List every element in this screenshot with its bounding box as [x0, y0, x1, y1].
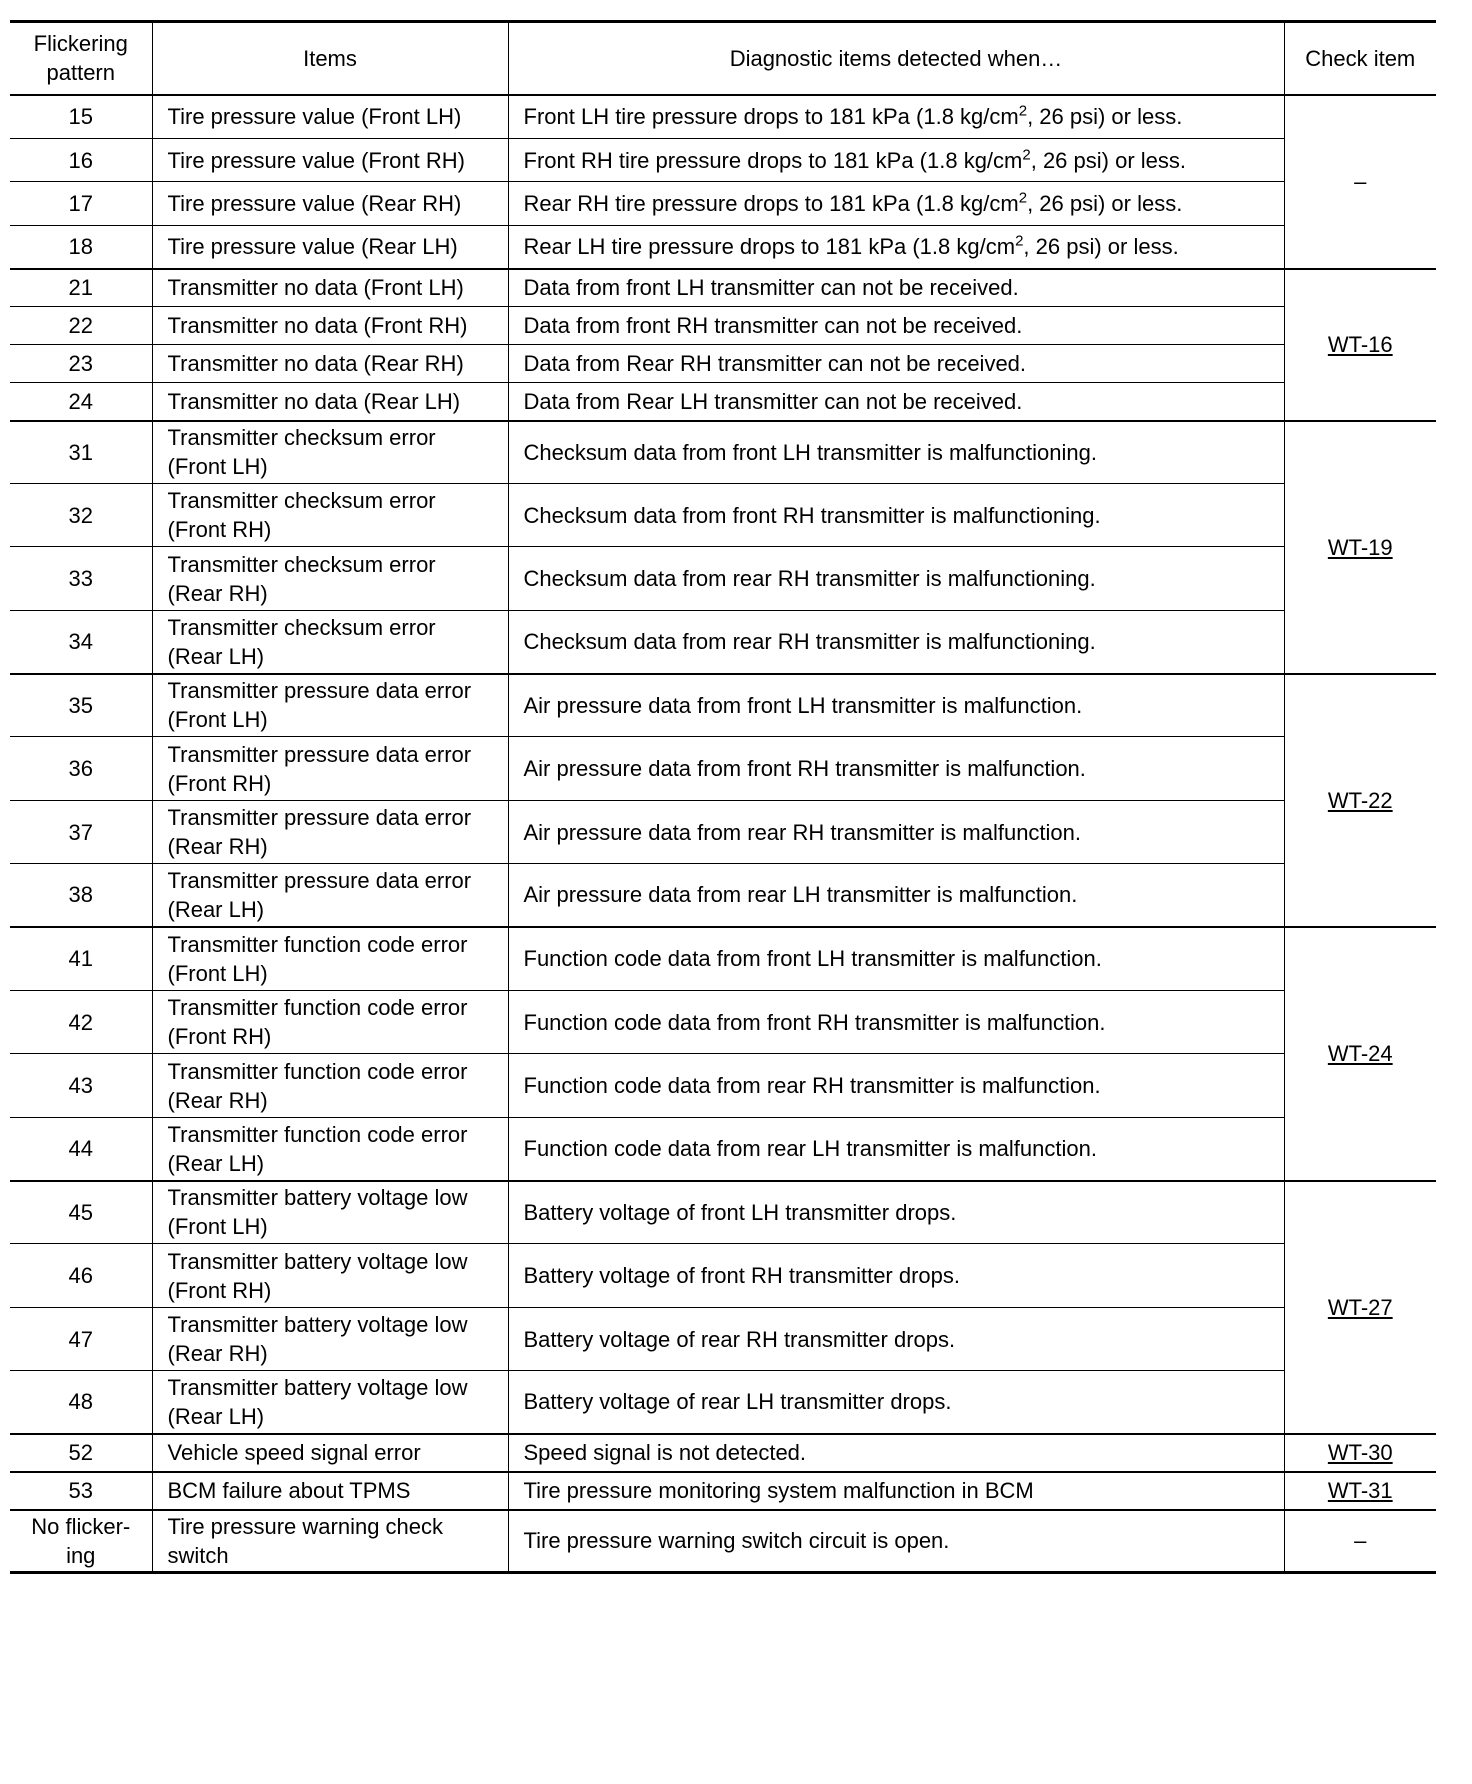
diagnostic-description: Data from front LH transmitter can not be received. — [523, 275, 1019, 301]
diagnostic-description-cell — [508, 421, 1284, 484]
check-item-cell — [1284, 95, 1436, 269]
flickering-pattern-cell — [10, 421, 152, 484]
flickering-pattern: 32 — [68, 502, 93, 528]
table-row — [10, 1118, 1436, 1181]
item-cell — [152, 864, 508, 927]
diagnostic-description-cont: , 26 psi) or less. — [1030, 147, 1186, 173]
flickering-pattern: 35 — [68, 692, 93, 718]
flickering-pattern: 41 — [68, 946, 93, 972]
flickering-pattern: 37 — [68, 819, 93, 845]
diagnostic-description: Tire pressure monitoring system malfunction in BCM — [523, 1478, 1034, 1503]
flickering-pattern-cell — [10, 269, 152, 307]
diagnostic-description-cell — [508, 307, 1284, 345]
flickering-pattern: 53 — [68, 1478, 93, 1503]
diagnostic-description-cell — [508, 226, 1284, 269]
item-cell — [152, 383, 508, 421]
table-row — [10, 737, 1436, 801]
diagnostic-description: Speed signal is not detected. — [523, 1440, 807, 1465]
item-cell — [152, 1371, 508, 1434]
check-item-cell — [1284, 927, 1436, 1181]
check-item-cell — [1284, 674, 1436, 927]
flickering-pattern-cell — [10, 95, 152, 139]
flickering-pattern-cell — [10, 1181, 152, 1244]
diagnostic-description: Air pressure data from front LH transmitter is malfunction. — [523, 692, 1083, 718]
item-cell — [152, 1510, 508, 1573]
diagnostic-description-cell — [508, 991, 1284, 1054]
flickering-pattern: 33 — [68, 566, 93, 591]
item-name: Transmitter battery voltage low — [167, 1312, 468, 1337]
header-check-item: Check item — [1284, 22, 1436, 95]
diagnostic-description-cell — [508, 1308, 1284, 1371]
check-item-cell — [1284, 1181, 1436, 1434]
diagnostic-description: Battery voltage of rear LH transmitter drops. — [523, 1389, 952, 1415]
item-name: Transmitter battery voltage low — [167, 1248, 468, 1274]
diagnostic-description: Rear LH tire pressure drops to 181 kPa (1.8 kg/cm — [523, 234, 1016, 260]
flickering-pattern-cell — [10, 182, 152, 226]
item-position: (Rear RH) — [167, 834, 268, 859]
item-cell — [152, 991, 508, 1054]
diagnostic-description-cell — [508, 1510, 1284, 1573]
item-name: Tire pressure value (Rear RH) — [167, 191, 462, 216]
item-position: (Front RH) — [167, 1024, 272, 1049]
item-name: Transmitter pressure data error — [167, 741, 472, 767]
diagnostic-description-cont: , 26 psi) or less. — [1027, 104, 1183, 130]
item-name: Transmitter checksum error — [167, 425, 436, 451]
item-cell — [152, 95, 508, 139]
superscript: 2 — [1018, 189, 1028, 207]
item-name: Tire pressure warning check — [167, 1513, 444, 1539]
table-row — [10, 674, 1436, 737]
table-row — [10, 1244, 1436, 1308]
flickering-pattern: 31 — [68, 439, 93, 465]
flickering-pattern-cell — [10, 611, 152, 674]
diagnostic-description: Front LH tire pressure drops to 181 kPa (1.8 kg/cm — [523, 104, 1019, 130]
header-flickering-pattern: Flickering pattern — [10, 22, 152, 95]
flickering-pattern-cell — [10, 927, 152, 991]
item-cell — [152, 139, 508, 182]
diagnostic-description-cell — [508, 269, 1284, 307]
check-item-cell — [1284, 1472, 1436, 1510]
table-row — [10, 307, 1436, 345]
item-name: Transmitter no data (Rear LH) — [167, 388, 461, 414]
table-row — [10, 1371, 1436, 1434]
diagnostic-description-cell — [508, 927, 1284, 991]
diagnostic-description-cell — [508, 674, 1284, 737]
flickering-pattern-cell — [10, 547, 152, 611]
table-row — [10, 611, 1436, 674]
flickering-pattern-cell — [10, 307, 152, 345]
check-item-link[interactable]: WT-22 — [1327, 787, 1393, 813]
table-row — [10, 1434, 1436, 1472]
diagnostic-description: Checksum data from front LH transmitter is malfunctioning. — [523, 439, 1097, 465]
header-diagnostic-items: Diagnostic items detected when… — [508, 22, 1284, 95]
diagnostic-description-cell — [508, 1054, 1284, 1118]
diagnostic-description-cell — [508, 864, 1284, 927]
item-position: (Rear LH) — [167, 896, 265, 922]
item-cell — [152, 484, 508, 547]
flickering-pattern-cell — [10, 801, 152, 864]
item-position: (Rear LH) — [167, 1150, 265, 1176]
flickering-pattern-cont: ing — [66, 1542, 96, 1568]
flickering-pattern: 15 — [68, 104, 93, 130]
item-cell — [152, 737, 508, 801]
diagnostic-description-cell — [508, 345, 1284, 383]
flickering-pattern-cell — [10, 1472, 152, 1510]
flickering-pattern-cell — [10, 1244, 152, 1308]
flickering-pattern-cell — [10, 484, 152, 547]
flickering-pattern-cell — [10, 226, 152, 269]
check-item-link[interactable]: WT-31 — [1327, 1478, 1393, 1503]
flickering-pattern-cell — [10, 737, 152, 801]
item-cell — [152, 801, 508, 864]
item-cell — [152, 182, 508, 226]
diagnostic-description: Data from Rear LH transmitter can not be received. — [523, 388, 1023, 414]
item-position: (Front RH) — [167, 770, 272, 796]
table-row — [10, 226, 1436, 269]
item-cell — [152, 1181, 508, 1244]
diagnostic-description-cell — [508, 95, 1284, 139]
check-item-link[interactable]: WT-19 — [1327, 534, 1393, 560]
item-cell — [152, 927, 508, 991]
table-row — [10, 484, 1436, 547]
diagnostic-description-cell — [508, 1434, 1284, 1472]
diagnostic-description-cont: , 26 psi) or less. — [1027, 191, 1183, 216]
flickering-pattern-cell — [10, 1054, 152, 1118]
check-item-link[interactable]: WT-30 — [1327, 1440, 1393, 1465]
flickering-pattern: 22 — [68, 313, 93, 338]
diagnostic-description: Data from front RH transmitter can not be received. — [523, 313, 1023, 338]
diagnostic-description: Function code data from rear LH transmitter is malfunction. — [523, 1136, 1097, 1162]
item-position: (Rear RH) — [167, 580, 268, 606]
flickering-pattern: No flicker- — [31, 1513, 131, 1539]
flickering-pattern-cell — [10, 1371, 152, 1434]
flickering-pattern: 42 — [68, 1009, 93, 1035]
diagnostic-description: Checksum data from rear RH transmitter is malfunctioning. — [523, 629, 1096, 655]
item-cell — [152, 226, 508, 269]
table-row — [10, 345, 1436, 383]
flickering-pattern-cell — [10, 674, 152, 737]
check-item-cell — [1284, 1510, 1436, 1573]
flickering-pattern: 43 — [68, 1073, 93, 1098]
flickering-pattern-cell — [10, 864, 152, 927]
table-row — [10, 547, 1436, 611]
flickering-pattern-cell — [10, 139, 152, 182]
diagnostic-table — [10, 20, 1436, 1574]
flickering-pattern: 18 — [68, 234, 93, 260]
item-name: Transmitter function code error — [167, 1121, 468, 1147]
superscript: 2 — [1022, 146, 1031, 164]
flickering-pattern-cell — [10, 1434, 152, 1472]
item-cell — [152, 674, 508, 737]
diagnostic-description-cell — [508, 383, 1284, 421]
table-row — [10, 1472, 1436, 1510]
check-item-link[interactable]: WT-16 — [1327, 332, 1393, 357]
flickering-pattern: 46 — [68, 1263, 93, 1288]
table-row — [10, 864, 1436, 927]
diagnostic-description-cell — [508, 1371, 1284, 1434]
item-cell — [152, 1244, 508, 1308]
item-position: (Front LH) — [167, 1214, 268, 1240]
check-item-none: – — [1354, 169, 1367, 194]
flickering-pattern: 47 — [68, 1326, 93, 1352]
table-row — [10, 269, 1436, 307]
item-cell — [152, 307, 508, 345]
item-position: switch — [167, 1542, 229, 1568]
diagnostic-description: Checksum data from rear RH transmitter is malfunctioning. — [523, 566, 1096, 591]
item-name: Transmitter pressure data error — [167, 805, 472, 830]
diagnostic-description-cell — [508, 1118, 1284, 1181]
diagnostic-description-cont: , 26 psi) or less. — [1023, 234, 1179, 260]
table-row — [10, 1510, 1436, 1573]
item-name: Vehicle speed signal error — [167, 1440, 421, 1465]
flickering-pattern-cell — [10, 991, 152, 1054]
table-row — [10, 1181, 1436, 1244]
flickering-pattern-cell — [10, 1308, 152, 1371]
check-item-link[interactable]: WT-27 — [1327, 1294, 1393, 1320]
diagnostic-description: Air pressure data from rear LH transmitter is malfunction. — [523, 882, 1078, 908]
check-item-cell — [1284, 421, 1436, 674]
item-cell — [152, 1434, 508, 1472]
table-row — [10, 1308, 1436, 1371]
item-position: (Rear RH) — [167, 1087, 268, 1113]
item-cell — [152, 1308, 508, 1371]
table-row — [10, 95, 1436, 139]
diagnostic-description: Air pressure data from front RH transmitter is malfunction. — [523, 756, 1086, 781]
diagnostic-description: Battery voltage of rear RH transmitter drops. — [523, 1326, 956, 1352]
diagnostic-description-cell — [508, 182, 1284, 226]
item-position: (Front RH) — [167, 1277, 272, 1303]
item-name: Transmitter no data (Front RH) — [167, 313, 468, 338]
item-name: Tire pressure value (Front LH) — [167, 104, 462, 130]
item-position: (Front LH) — [167, 454, 268, 480]
check-item-cell — [1284, 1434, 1436, 1472]
header-row — [10, 22, 1436, 95]
diagnostic-description: Rear RH tire pressure drops to 181 kPa (1.8 kg/cm — [523, 191, 1019, 216]
flickering-pattern-cell — [10, 1510, 152, 1573]
diagnostic-description-cell — [508, 1181, 1284, 1244]
diagnostic-description: Tire pressure warning switch circuit is open. — [523, 1528, 950, 1554]
item-name: Transmitter no data (Front LH) — [167, 275, 464, 301]
table-row — [10, 801, 1436, 864]
table-row — [10, 421, 1436, 484]
diagnostic-description-cell — [508, 484, 1284, 547]
table-row — [10, 1054, 1436, 1118]
item-cell — [152, 345, 508, 383]
item-name: Transmitter checksum error — [167, 614, 436, 640]
item-name: Transmitter checksum error — [167, 488, 436, 513]
diagnostic-description: Battery voltage of front RH transmitter drops. — [523, 1263, 961, 1288]
item-position: (Rear LH) — [167, 1403, 265, 1429]
flickering-pattern: 34 — [68, 629, 93, 655]
flickering-pattern-cell — [10, 383, 152, 421]
item-cell — [152, 421, 508, 484]
flickering-pattern: 44 — [68, 1136, 93, 1162]
item-name: Tire pressure value (Rear LH) — [167, 234, 458, 260]
header-items: Items — [152, 22, 508, 95]
item-cell — [152, 547, 508, 611]
item-name: Transmitter no data (Rear RH) — [167, 351, 464, 376]
check-item-link[interactable]: WT-24 — [1327, 1041, 1393, 1066]
diagnostic-description: Air pressure data from rear RH transmitter is malfunction. — [523, 819, 1082, 845]
table-row — [10, 182, 1436, 226]
flickering-pattern: 21 — [68, 275, 93, 301]
diagnostic-description: Function code data from front LH transmitter is malfunction. — [523, 946, 1102, 972]
item-name: Transmitter battery voltage low — [167, 1185, 468, 1211]
flickering-pattern: 45 — [68, 1199, 93, 1225]
item-name: Transmitter function code error — [167, 995, 468, 1020]
item-cell — [152, 1472, 508, 1510]
item-name: Transmitter pressure data error — [167, 867, 472, 893]
superscript: 2 — [1018, 102, 1028, 120]
item-name: Transmitter checksum error — [167, 551, 436, 577]
item-cell — [152, 611, 508, 674]
flickering-pattern-cell — [10, 1118, 152, 1181]
diagnostic-description: Checksum data from front RH transmitter is malfunctioning. — [523, 502, 1101, 528]
flickering-pattern: 16 — [68, 147, 93, 173]
check-item-none: – — [1354, 1528, 1367, 1554]
item-name: Transmitter pressure data error — [167, 678, 472, 704]
flickering-pattern: 24 — [68, 388, 93, 414]
diagnostic-description-cell — [508, 737, 1284, 801]
item-name: Transmitter function code error — [167, 1058, 468, 1084]
diagnostic-description-cell — [508, 611, 1284, 674]
diagnostic-description: Function code data from rear RH transmitter is malfunction. — [523, 1073, 1101, 1098]
item-position: (Front LH) — [167, 960, 268, 986]
item-name: Transmitter function code error — [167, 931, 468, 957]
item-cell — [152, 1118, 508, 1181]
diagnostic-description-cell — [508, 547, 1284, 611]
diagnostic-description-cell — [508, 139, 1284, 182]
diagnostic-description-cell — [508, 1244, 1284, 1308]
flickering-pattern: 48 — [68, 1389, 93, 1415]
flickering-pattern: 17 — [68, 191, 93, 216]
item-position: (Front LH) — [167, 707, 268, 733]
table-row — [10, 927, 1436, 991]
item-cell — [152, 269, 508, 307]
diagnostic-description-cell — [508, 801, 1284, 864]
flickering-pattern-cell — [10, 345, 152, 383]
table-row — [10, 991, 1436, 1054]
flickering-pattern: 52 — [68, 1440, 93, 1465]
diagnostic-description: Function code data from front RH transmitter is malfunction. — [523, 1009, 1106, 1035]
flickering-pattern: 23 — [68, 351, 93, 376]
diagnostic-description: Data from Rear RH transmitter can not be received. — [523, 351, 1027, 376]
superscript: 2 — [1015, 232, 1024, 250]
item-name: Transmitter battery voltage low — [167, 1374, 468, 1400]
item-name: BCM failure about TPMS — [167, 1478, 411, 1503]
diagnostic-description: Front RH tire pressure drops to 181 kPa (1.8 kg/cm — [523, 147, 1023, 173]
check-item-cell — [1284, 269, 1436, 421]
item-position: (Rear LH) — [167, 643, 265, 669]
item-cell — [152, 1054, 508, 1118]
item-name: Tire pressure value (Front RH) — [167, 147, 465, 173]
diagnostic-description-cell — [508, 1472, 1284, 1510]
item-position: (Front RH) — [167, 517, 272, 542]
item-position: (Rear RH) — [167, 1341, 268, 1366]
table-row — [10, 383, 1436, 421]
table-row — [10, 139, 1436, 182]
flickering-pattern: 38 — [68, 882, 93, 908]
flickering-pattern: 36 — [68, 756, 93, 781]
diagnostic-description: Battery voltage of front LH transmitter drops. — [523, 1199, 957, 1225]
